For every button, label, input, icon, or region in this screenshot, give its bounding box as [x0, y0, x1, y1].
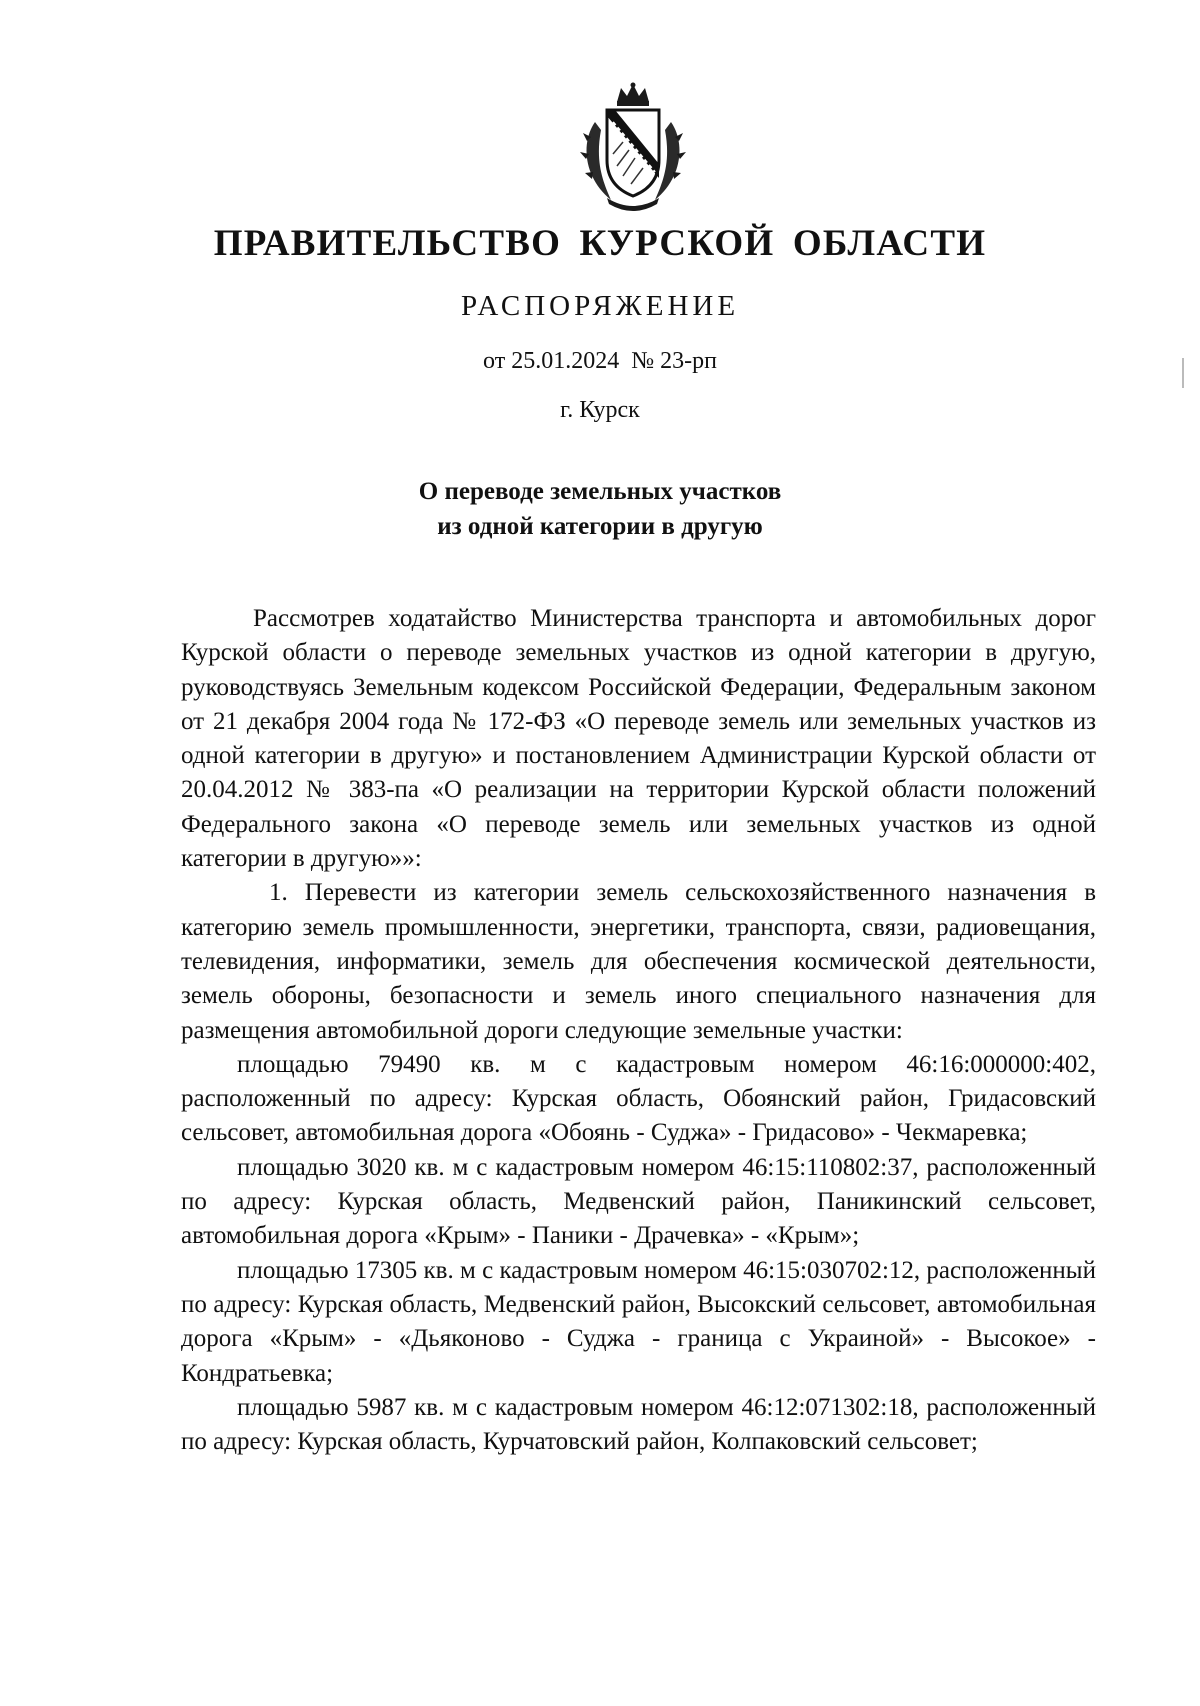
plot-paragraph: площадью 5987 кв. м с кадастровым номером 46:12:071302:18, расположенный по адресу: Курская область, Курчатовский район, Колпаковский сельсовет; [181, 1393, 1096, 1456]
document-body [181, 602, 1096, 1459]
subject-line-2: из одной категории в другую [437, 513, 763, 540]
document-date: от 25.01.2024 [483, 348, 620, 374]
coat-of-arms-icon [573, 82, 693, 217]
document-number: № 23-рп [631, 348, 717, 374]
document-date-number [0, 348, 1200, 375]
item-1-paragraph: 1. Перевести из категории земель сельскохозяйственного назначения в категорию земель промышленности, энергетики, транспорта, связи, радиовещания, телевидения, информатики, земель для обеспечения космической деятельности, земель обороны, безопасности и земель иного специального назначения для размещения автомобильной дороги следующие земельные участки: [181, 879, 1096, 1044]
plot-paragraph: площадью 79490 кв. м с кадастровым номером 46:16:000000:402, расположенный по адресу: Курская область, Обоянский район, Гридасовский сельсовет, автомобильная дорога «Обоянь - Суджа» - Гридасово» - Чекмаревка; [181, 1050, 1096, 1147]
subject-line-1: О переводе земельных участков [418, 478, 782, 505]
scan-edge-mark [1182, 358, 1184, 388]
document-city: г. Курск [560, 397, 640, 423]
preamble-paragraph: Рассмотрев ходатайство Министерства транспорта и автомобильных дорог Курской области о переводе земельных участков из одной категории в другую, руководствуясь Земельным кодексом Российской Федерации, Федеральным законом от 21 декабря 2004 года № 172-ФЗ «О переводе земель или земельных участков из одной категории в другую» и постановлением Администрации Курской области от 20.04.2012 № 383-па «О реализации на территории Курской области положений Федерального закона «О переводе земель или земельных участков из одной категории в другую»»: [181, 605, 1096, 873]
document-type: РАСПОРЯЖЕНИЕ [460, 290, 740, 322]
document-subject [0, 474, 1200, 544]
plot-paragraph: площадью 3020 кв. м с кадастровым номером 46:15:110802:37, расположенный по адресу: Курская область, Медвенский район, Паникинский сельсовет, автомобильная дорога «Крым» - Паники - Драчевка» - «Крым»; [181, 1153, 1096, 1250]
organization-title: ПРАВИТЕЛЬСТВО КУРСКОЙ ОБЛАСТИ [213, 223, 987, 264]
plot-paragraph: площадью 17305 кв. м с кадастровым номером 46:15:030702:12, расположенный по адресу: Курская область, Медвенский район, Высокский сельсовет, автомобильная дорога «Крым» - «Дьяконово - Суджа - граница с Украиной» - Высокое» - Кондратьевка; [181, 1256, 1096, 1387]
